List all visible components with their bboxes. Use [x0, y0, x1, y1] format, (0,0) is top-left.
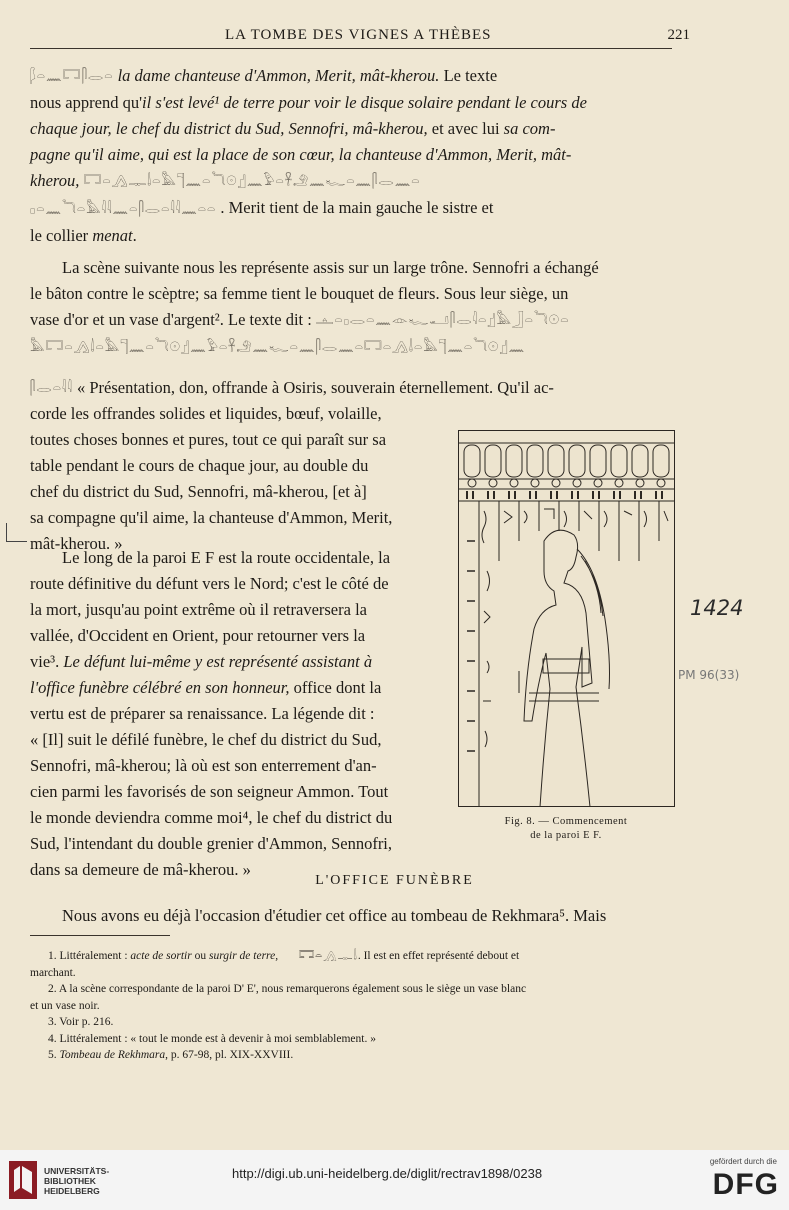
paragraph-1	[30, 63, 672, 249]
footnote-1: 1. Littéralement : acte de sortir ou surgir de terre, 𓉐𓏏𓂻𓊃𓌃. Il est en effet représenté debout et	[30, 948, 672, 965]
para1-line-2: nous apprend qu'il s'est levé¹ de terre pour voir le disque solaire pendant le cours de	[30, 93, 587, 113]
hieroglyph-sequence: 𓉐𓏏𓂻𓊃𓌃𓏏𓅓𓊹𓈖𓏏𓆓𓇳𓊨𓈖𓅱𓏏𓋹𓄂𓈖𓆑𓏏𓈖𓋴𓂋𓈖𓏏	[83, 174, 421, 190]
permalink-url[interactable]: http://digi.ub.uni-heidelberg.de/diglit/rectrav1898/0238	[232, 1166, 543, 1181]
paragraph-4: Nous avons eu déjà l'occasion d'étudier cet office au tombeau de Rekhmara⁵. Mais	[62, 906, 607, 925]
paragraph-2	[30, 255, 672, 361]
para2-narrow-line: table pendant le cours de chaque jour, au double du	[30, 456, 369, 475]
footnote-2: 2. A la scène correspondante de la paroi D' E', nous remarquerons également sous le siège un vase blanc	[48, 983, 527, 996]
para3-line: cien parmi les favorisés de son seigneur Ammon. Tout	[30, 782, 389, 801]
para2-narrow-line: mât-kherou. »	[30, 534, 123, 553]
university-library-logo-icon	[8, 1160, 38, 1200]
figure-8-illustration	[458, 430, 675, 807]
figure-caption	[460, 815, 672, 843]
hieroglyph-sequence: 𓋴𓂋𓏏𓇋𓇋	[30, 381, 73, 397]
para1-line-4: pagne qu'il aime, qui est la place de son cœur, la chanteuse d'Ammon, Merit, mât-	[30, 145, 572, 165]
paragraph-2-narrow	[30, 401, 440, 557]
para2-narrow-line: sa compagne qu'il aime, la chanteuse d'Ammon, Merit,	[30, 508, 393, 527]
footnotes	[30, 948, 672, 1064]
footnote-1-cont: marchant.	[30, 966, 76, 979]
margin-pencil-reference: PM 96(33)	[678, 668, 740, 682]
para1-line-6: 𓊪𓏏𓈖𓆓𓏏𓅓𓇋𓇋𓈖𓏏𓋴𓂋𓏏𓇋𓇋𓈖𓏏𓏏 . Merit tient de la main gauche le sistre et	[30, 195, 672, 222]
para3-line: Le long de la paroi E F est la route occidentale, la	[62, 548, 391, 567]
para3-line: Sud, l'intendant du double grenier d'Ammon, Sennofri,	[30, 834, 393, 853]
para2-line-1: La scène suivante nous les représente assis sur un large trône. Sennofri a échangé	[62, 258, 599, 277]
para3-line: « [Il] suit le défilé funèbre, le chef du district du Sud,	[30, 730, 382, 749]
digitization-footer	[0, 1150, 789, 1210]
paragraph-3	[30, 545, 440, 883]
para3-line: vallée, d'Occident en Orient, pour retourner vers la	[30, 626, 366, 645]
footnote-3: 3. Voir p. 216.	[48, 1016, 114, 1029]
para2-line-3: vase d'or et un vase d'argent². Le texte dit : 𓊵𓏏𓊪𓂋𓏏𓈖𓁹𓆑𓂝𓋴𓂋𓇋𓏏𓊨𓅓𓃀𓏏𓆓𓇳𓏏	[30, 307, 672, 334]
header-rule	[30, 48, 672, 49]
para1-line-7: le collier menat.	[30, 225, 137, 245]
footnote-2-cont: et un vase noir.	[30, 999, 100, 1012]
para1-line-5: kherou, 𓉐𓏏𓂻𓊃𓌃𓏏𓅓𓊹𓈖𓏏𓆓𓇳𓊨𓈖𓅱𓏏𓋹𓄂𓈖𓆑𓏏𓈖𓋴𓂋𓈖𓏏	[30, 168, 672, 195]
hieroglyph-sequence: 𓉐𓏏𓂻𓊃𓌃	[298, 949, 358, 963]
para3-line: Sennofri, mâ-kherou; là où est son enterrement d'an-	[30, 756, 377, 775]
para2-line-4	[30, 334, 672, 361]
caption-line-1: Fig. 8. — Commencement	[504, 816, 628, 827]
footnote-5: 5. Tombeau de Rekhmara, p. 67-98, pl. XIX-XXVIII.	[48, 1049, 294, 1062]
wall-drawing	[459, 431, 674, 806]
para2-narrow-line: toutes choses bonnes et pures, tout ce qui paraît sur sa	[30, 430, 387, 449]
hieroglyph-sequence: 𓅓𓉐𓏏𓂻𓌃𓏏𓅓𓊹𓈖𓏏𓆓𓇳𓊨𓈖𓅱𓏏𓋹𓄂𓈖𓆑𓏏𓈖𓋴𓂋𓈖𓏏𓉐𓏏𓂻𓌃𓏏𓅓𓊹𓈖𓏏𓆓𓇳𓊨𓈖	[30, 340, 526, 356]
para3-line: le monde deviendra comme moi⁴, le chef du district du	[30, 808, 393, 827]
page-number: 221	[667, 27, 690, 43]
para1-line-3: chaque jour, le chef du district du Sud, Sennofri, mâ-kherou, et avec lui sa com-	[30, 119, 556, 139]
footnote-rule	[30, 935, 170, 936]
caption-line-2: de la paroi E F.	[530, 830, 602, 841]
hieroglyph-sequence: 𓊪𓏏𓈖𓆓𓏏𓅓𓇋𓇋𓈖𓏏𓋴𓂋𓏏𓇋𓇋𓈖𓏏𓏏	[30, 201, 217, 217]
margin-bracket	[6, 523, 27, 542]
hieroglyph-sequence: 𓆄𓏏𓈖𓉐𓋴𓂋𓏏	[30, 69, 114, 85]
para2-line-2: le bâton contre le scèptre; sa femme tient le bouquet de fleurs. Sous leur siège, un	[30, 284, 569, 303]
para3-line: vertu est de préparer sa renaissance. La légende dit :	[30, 704, 375, 723]
margin-handwritten-number: 1424	[690, 596, 744, 620]
para3-line: route définitive du défunt vers le Nord; c'est le côté de	[30, 574, 389, 593]
para2-narrow-line: chef du district du Sud, Sennofri, mâ-kherou, [et à]	[30, 482, 367, 501]
running-head	[30, 27, 690, 47]
para3-line: l'office funèbre célébré en son honneur, office dont la	[30, 678, 382, 697]
dfg-logo: DFG	[712, 1168, 779, 1201]
para1-line-1: 𓆄𓏏𓈖𓉐𓋴𓂋𓏏 la dame chanteuse d'Ammon, Merit, mât-kherou. Le texte	[30, 63, 672, 90]
section-heading: L'OFFICE FUNÈBRE	[315, 873, 474, 888]
footnote-4: 4. Littéralement : « tout le monde est à devenir à moi semblablement. »	[48, 1032, 376, 1045]
para3-line: dans sa demeure de mâ-kherou. »	[30, 860, 251, 879]
para2-narrow-line: corde les offrandes solides et liquides, bœuf, volaille,	[30, 404, 382, 423]
para2-line-5: 𓋴𓂋𓏏𓇋𓇋 « Présentation, don, offrande à Osiris, souverain éternellement. Qu'il ac-	[30, 375, 672, 402]
para3-line: vie³. Le défunt lui-même y est représenté assistant à	[30, 652, 373, 671]
funding-note: gefördert durch die	[709, 1157, 777, 1166]
para3-line: la mort, jusqu'au point extrême où il retraversera la	[30, 600, 367, 619]
hieroglyph-sequence: 𓊵𓏏𓊪𓂋𓏏𓈖𓁹𓆑𓂝𓋴𓂋𓇋𓏏𓊨𓅓𓃀𓏏𓆓𓇳𓏏	[315, 313, 570, 329]
institution-name: UNIVERSITÄTS- BIBLIOTHEK HEIDELBERG	[44, 1166, 110, 1196]
page-header-title: LA TOMBE DES VIGNES A THÈBES	[225, 27, 492, 43]
